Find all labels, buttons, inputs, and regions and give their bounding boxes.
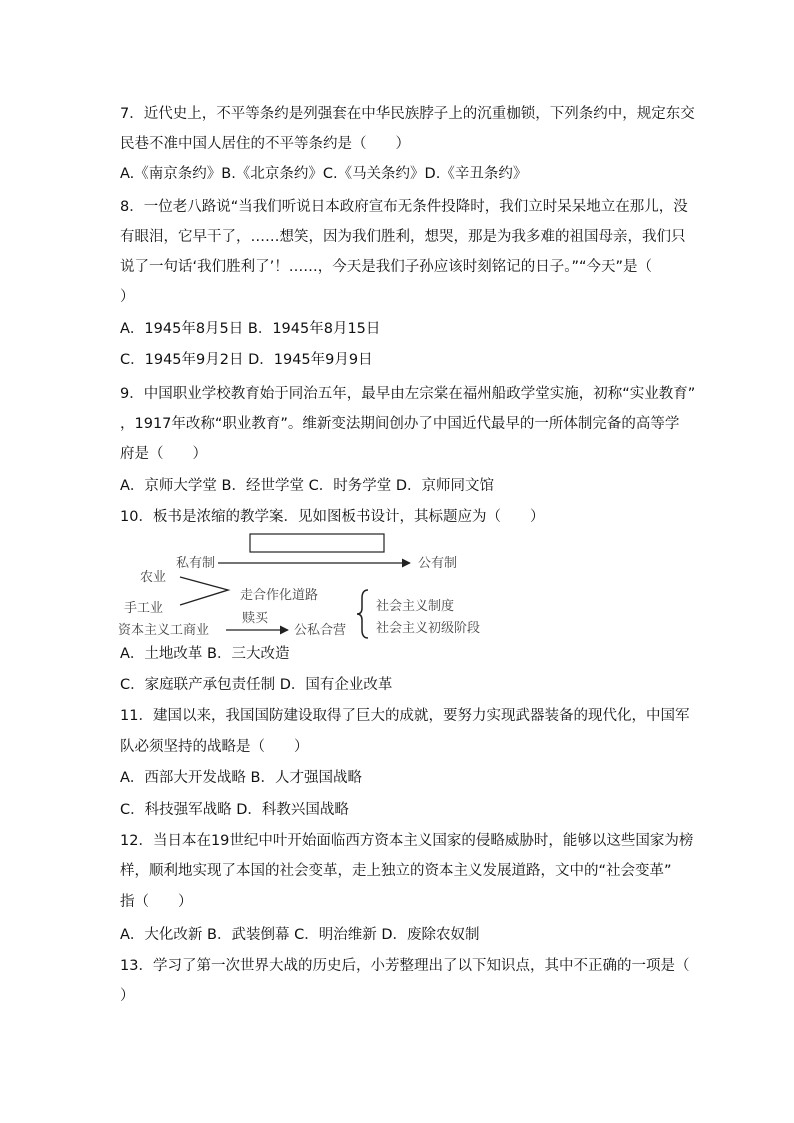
- q11-stem-line1: 11．建国以来，我国国防建设取得了巨大的成就，要努力实现武器装备的现代化，中国军: [120, 708, 690, 724]
- q10-label-cooperative: 走合作化道路: [240, 588, 319, 603]
- q10-bracket-coop: [180, 577, 228, 605]
- q7-options: A.《南京条约》B.《北京条约》C.《马关条约》D.《辛丑条约》: [120, 166, 528, 182]
- q8-options-line1: A．1945年8月5日 B．1945年8月15日: [120, 321, 381, 337]
- q9-options: A．京师大学堂 B．经世学堂 C．时务学堂 D．京师同文馆: [120, 478, 494, 494]
- q10-label-socialist-system: 社会主义制度: [376, 599, 455, 614]
- q10-label-joint: 公私合营: [294, 623, 347, 638]
- q8-stem-line4: ）: [120, 289, 135, 305]
- q12-stem-line2: 样，顺利地实现了本国的社会变革，走上独立的资本主义发展道路，文中的“社会变革”: [120, 863, 672, 879]
- q7-stem-line2: 民巷不准中国人居住的不平等条约是（ ）: [120, 136, 410, 152]
- q11-options-line1: A．西部大开发战略 B．人才强国战略: [120, 770, 362, 786]
- q10-title-blank-box: [250, 534, 384, 552]
- q10-options-line2: C．家庭联产承包责任制 D．国有企业改革: [120, 677, 393, 693]
- q10-options-line1: A．土地改革 B．三大改造: [120, 646, 290, 662]
- q10-label-primary-stage: 社会主义初级阶段: [376, 621, 481, 636]
- q10-label-redemption: 赎买: [242, 611, 269, 626]
- q8-stem-line1: 8．一位老八路说“当我们听说日本政府宣布无条件投降时，我们立时呆呆地立在那儿，没: [120, 199, 688, 215]
- q11-options-line2: C．科技强军战略 D．科教兴国战略: [120, 802, 349, 818]
- q13-stem-line2: ）: [120, 988, 135, 1004]
- q9-stem-line2: ，1917年改称“职业教育”。维新变法期间创办了中国近代最早的一所体制完备的高等学: [120, 416, 680, 432]
- q7-stem-line1: 7．近代史上，不平等条约是列强套在中华民族脖子上的沉重枷锁，下列条约中，规定东交: [120, 106, 695, 122]
- q10-label-private: 私有制: [176, 556, 216, 571]
- q10-label-capitalist: 资本主义工商业: [118, 623, 210, 638]
- q12-stem-line3: 指（ ）: [120, 894, 193, 910]
- q10-stem: 10．板书是浓缩的教学案．见如图板书设计，其标题应为（ ）: [120, 509, 545, 525]
- q8-stem-line2: 有眼泪，它早干了，……想笑，因为我们胜利，想哭，那是为我多难的祖国母亲，我们只: [120, 229, 686, 245]
- q9-stem-line3: 府是（ ）: [120, 446, 207, 462]
- q12-stem-line1: 12．当日本在19世纪中叶开始面临西方资本主义国家的侵略威胁时，能够以这些国家为榜: [120, 833, 694, 849]
- q12-options: A．大化改新 B．武装倒幕 C．明治维新 D．废除农奴制: [120, 927, 480, 943]
- q10-label-handicraft: 手工业: [124, 601, 164, 616]
- q13-stem-line1: 13．学习了第一次世界大战的历史后，小芳整理出了以下知识点，其中不正确的一项是（: [120, 958, 690, 974]
- q10-label-agriculture: 农业: [140, 570, 167, 585]
- q10-label-public: 公有制: [418, 556, 458, 571]
- q9-stem-line1: 9．中国职业学校教育始于同治五年，最早由左宗棠在福州船政学堂实施，初称“实业教育”: [120, 386, 696, 402]
- q8-stem-line3: 说了一句话‘我们胜利了’！……，今天是我们子孙应该时刻铭记的日子。”“今天”是（: [120, 259, 653, 275]
- q10-brace: [357, 590, 368, 638]
- q8-options-line2: C．1945年9月2日 D．1945年9月9日: [120, 352, 373, 368]
- q11-stem-line2: 队必须坚持的战略是（ ）: [120, 739, 309, 755]
- q10-blackboard-diagram: [118, 530, 498, 640]
